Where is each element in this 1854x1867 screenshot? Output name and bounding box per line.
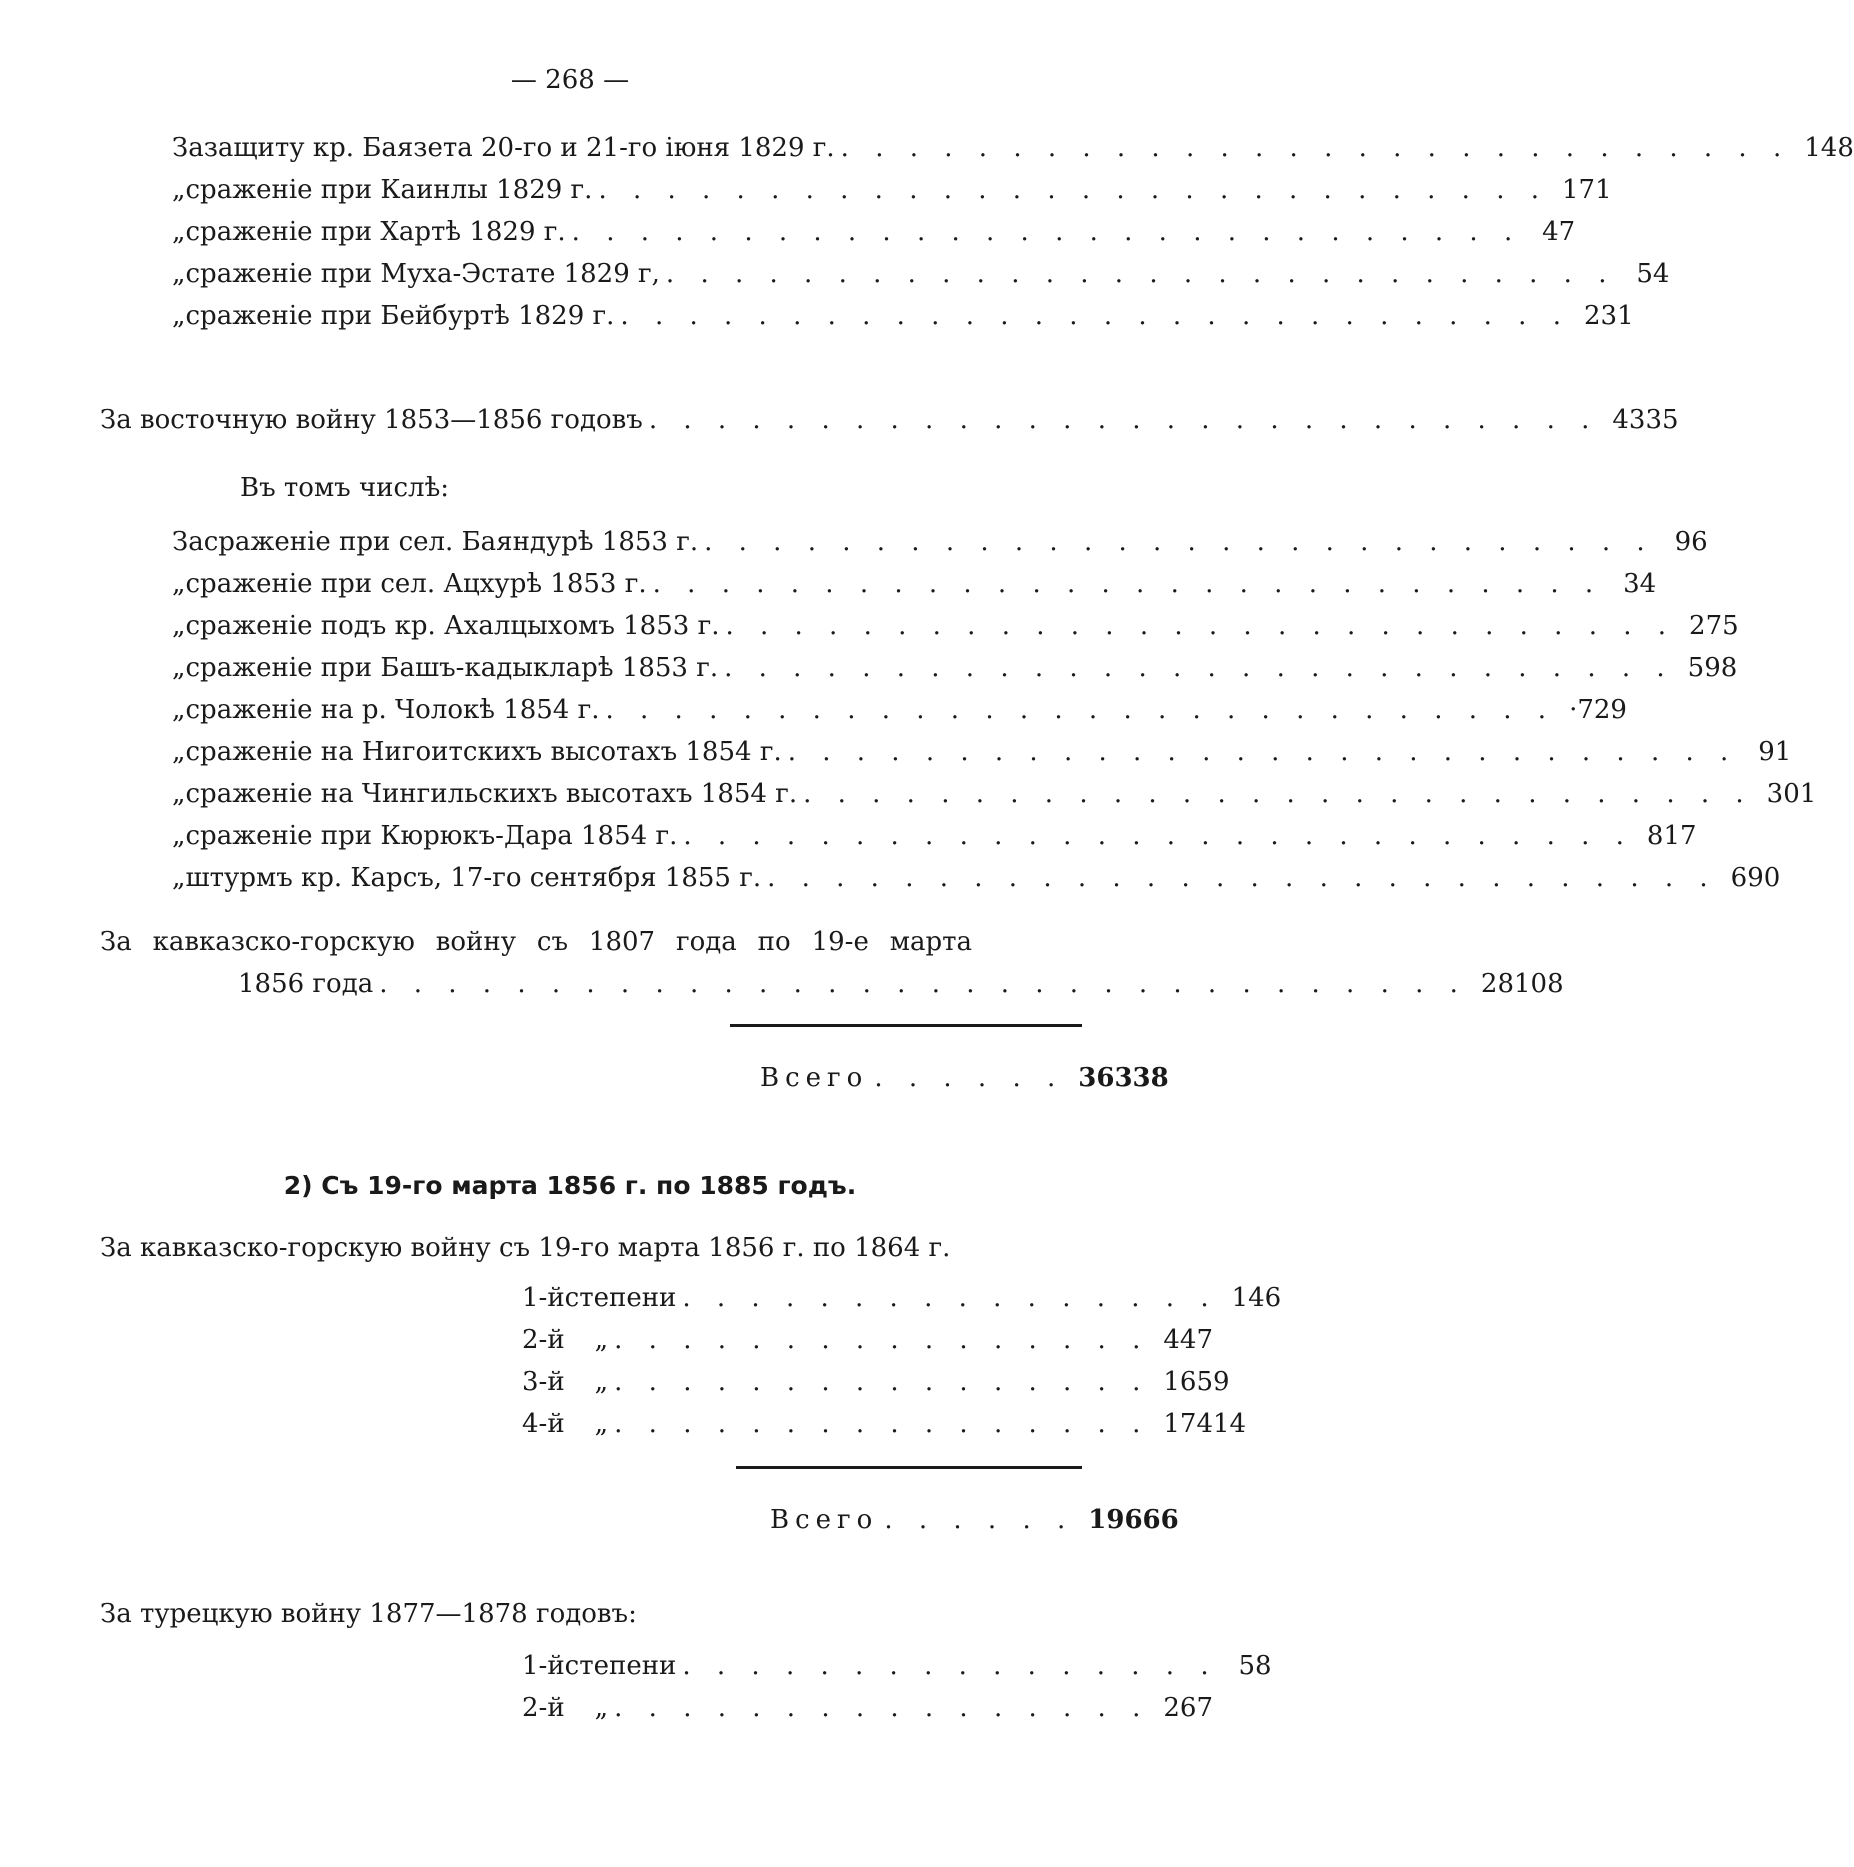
- item-value: ·729: [1569, 695, 1627, 725]
- item-label: сраженіе при Хартѣ 1829 г.: [185, 217, 566, 247]
- leader-dots: . . . . . .: [874, 1063, 1065, 1093]
- leader-dots: . . . . . . . . . . . . . . . . . . . . . . . . . . . .: [605, 695, 1556, 725]
- total-value: 19666: [1088, 1505, 1179, 1535]
- total-label: Всего: [770, 1505, 879, 1535]
- list-item: [172, 526, 1708, 558]
- eastern-war-value: 4335: [1612, 405, 1679, 435]
- item-value: 148: [1804, 133, 1854, 163]
- degree-word: степени: [564, 1651, 677, 1681]
- leader-dots: . . . . . . . . . . . . . . . .: [614, 1693, 1150, 1723]
- caucasian2-label: За кавказско-горскую войну съ 19-го марта 1856 г. по 1864 г.: [100, 1233, 951, 1263]
- leader-dots: . . . . . . . . . . . . . . . .: [682, 1283, 1218, 1313]
- degree-value: 146: [1231, 1283, 1282, 1313]
- ditto-mark: „: [172, 217, 186, 247]
- list-item: [172, 132, 1854, 164]
- item-value: 817: [1646, 821, 1697, 851]
- list-item: [172, 736, 1792, 768]
- item-label: сраженіе на р. Чолокѣ 1854 г.: [185, 695, 600, 725]
- degree-row: [522, 1692, 1213, 1724]
- ditto-mark: „: [172, 779, 186, 809]
- item-value: 690: [1730, 863, 1781, 893]
- item-value: 598: [1687, 653, 1738, 683]
- list-item: [172, 258, 1670, 290]
- degree-label: 3-й: [522, 1367, 565, 1397]
- leader-dots: . . . . . . . . . . . . . . . .: [614, 1325, 1150, 1355]
- degree-row: [522, 1324, 1213, 1356]
- leader-dots: . . . . . . . . . . . . . . . . . . . . . . . . . . . . . . . .: [379, 969, 1467, 999]
- item-value: 275: [1689, 611, 1739, 641]
- caucasian-war-row: [238, 968, 1564, 1000]
- leader-dots: . . . . . . . . . . . . . . . . . . . . . . . . . . . .: [787, 737, 1738, 767]
- leader-dots: . . . . . . . . . . . . . . . . . . . . . . . . . . . .: [648, 405, 1599, 435]
- item-prefix: За: [172, 527, 204, 557]
- item-label: сраженіе при Муха-Эстате 1829 г,: [185, 259, 660, 289]
- degree-word: степени: [564, 1283, 677, 1313]
- ditto-mark: „: [172, 611, 186, 641]
- including-label: Въ томъ числѣ:: [240, 473, 450, 503]
- list-item: [172, 300, 1634, 332]
- degree-value: 447: [1163, 1325, 1213, 1355]
- ditto-mark: „: [594, 1325, 609, 1355]
- item-label: сраженіе при сел. Ацхурѣ 1853 г.: [185, 569, 647, 599]
- list-item: [172, 694, 1627, 726]
- leader-dots: . . . . . . . . . . . . . . . .: [682, 1651, 1218, 1681]
- turkish-war-label: За турецкую войну 1877—1878 годовъ:: [100, 1599, 637, 1629]
- ditto-mark: „: [172, 175, 186, 205]
- ditto-mark: „: [172, 821, 186, 851]
- item-value: 171: [1562, 175, 1612, 205]
- degree-label: 1-й: [522, 1283, 565, 1313]
- leader-dots: . . . . . . . . . . . . . . . . . . . . . . . . . . . .: [665, 259, 1616, 289]
- leader-dots: . . . . . . . . . . . . . . . . . . . . . . . . . . . .: [598, 175, 1548, 205]
- item-label: сраженіе при Башъ-кадыкларѣ 1853 г.: [185, 653, 719, 683]
- degree-label: 1-й: [522, 1651, 565, 1681]
- leader-dots: . . . . . .: [884, 1505, 1075, 1535]
- item-label: сраженіе при Кюрюкъ-Дара 1854 г.: [185, 821, 678, 851]
- list-item: [172, 216, 1576, 248]
- leader-dots: . . . . . . . . . . . . . . . .: [614, 1409, 1150, 1439]
- item-label: сраженіе при Каинлы 1829 г.: [185, 175, 593, 205]
- leader-dots: . . . . . . . . . . . . . . . . . . . . . . . . . . . .: [652, 569, 1603, 599]
- item-value: 47: [1542, 217, 1576, 247]
- ditto-mark: „: [172, 737, 186, 767]
- leader-dots: . . . . . . . . . . . . . . . . . . . . . . . . . . . .: [620, 301, 1570, 331]
- caucasian-war-label-line2: 1856 года: [238, 969, 374, 999]
- item-prefix: За: [172, 133, 204, 163]
- eastern-war-label: За восточную войну 1853—1856 годовъ: [100, 405, 643, 435]
- list-item: [172, 610, 1739, 642]
- leader-dots: . . . . . . . . . . . . . . . . . . . . . . . . . . . .: [683, 821, 1633, 851]
- list-item: [172, 778, 1817, 810]
- degree-label: 2-й: [522, 1693, 565, 1723]
- total-label: Всего: [760, 1063, 869, 1093]
- total-row: [760, 1062, 1169, 1094]
- item-label: сраженіе подъ кр. Ахалцыхомъ 1853 г.: [185, 611, 720, 641]
- degree-value: 267: [1163, 1693, 1213, 1723]
- ditto-mark: „: [172, 569, 186, 599]
- leader-dots: . . . . . . . . . . . . . . . . . . . . . . . . . . . .: [803, 779, 1753, 809]
- item-label: сраженіе на Чингильскихъ высотахъ 1854 г.: [185, 779, 798, 809]
- leader-dots: . . . . . . . . . . . . . . . . . . . . . . . . . . . .: [704, 527, 1654, 557]
- total-row: [770, 1504, 1179, 1536]
- degree-value: 17414: [1163, 1409, 1247, 1439]
- item-label: защиту кр. Баязета 20-го и 21-го іюня 1829 г.: [203, 133, 835, 163]
- list-item: [172, 652, 1738, 684]
- leader-dots: . . . . . . . . . . . . . . . . . . . . . . . . . . . .: [571, 217, 1522, 247]
- total-value: 36338: [1078, 1063, 1169, 1093]
- page-number: — 268 —: [510, 65, 630, 95]
- item-value: 301: [1766, 779, 1817, 809]
- leader-dots: . . . . . . . . . . . . . . . . . . . . . . . . . . . .: [767, 863, 1717, 893]
- ditto-mark: „: [172, 863, 186, 893]
- ditto-mark: „: [594, 1367, 609, 1397]
- item-value: 34: [1623, 569, 1657, 599]
- degree-label: 2-й: [522, 1325, 565, 1355]
- item-label: сраженіе при сел. Баяндурѣ 1853 г.: [203, 527, 699, 557]
- degree-row: [522, 1282, 1282, 1314]
- item-value: 231: [1583, 301, 1634, 331]
- item-label: сраженіе при Бейбуртѣ 1829 г.: [185, 301, 615, 331]
- section-heading: 2) Съ 19-го марта 1856 г. по 1885 годъ.: [283, 1171, 857, 1200]
- list-item: [172, 568, 1657, 600]
- item-label: сраженіе на Нигоитскихъ высотахъ 1854 г.: [185, 737, 782, 767]
- sum-rule: [736, 1466, 1082, 1469]
- degree-row: [522, 1650, 1272, 1682]
- list-item: [172, 820, 1697, 852]
- eastern-war-row: [100, 404, 1679, 436]
- degree-value: 58: [1238, 1651, 1272, 1681]
- degree-label: 4-й: [522, 1409, 565, 1439]
- degree-row: [522, 1366, 1230, 1398]
- list-item: [172, 862, 1781, 894]
- ditto-mark: „: [172, 695, 186, 725]
- item-value: 54: [1636, 259, 1670, 289]
- leader-dots: . . . . . . . . . . . . . . . . . . . . . . . . . . . .: [840, 133, 1791, 163]
- caucasian-war-value: 28108: [1480, 969, 1564, 999]
- caucasian-war-label-line1: За кавказско-горскую войну съ 1807 года по 19-е марта: [100, 927, 972, 957]
- sum-rule: [730, 1024, 1082, 1027]
- item-label: штурмъ кр. Карсъ, 17-го сентября 1855 г.: [185, 863, 762, 893]
- leader-dots: . . . . . . . . . . . . . . . . . . . . . . . . . . . .: [725, 611, 1676, 641]
- ditto-mark: „: [172, 653, 186, 683]
- degree-row: [522, 1408, 1247, 1440]
- degree-value: 1659: [1163, 1367, 1230, 1397]
- item-value: 96: [1674, 527, 1708, 557]
- ditto-mark: „: [594, 1693, 609, 1723]
- item-value: 91: [1758, 737, 1792, 767]
- leader-dots: . . . . . . . . . . . . . . . . . . . . . . . . . . . .: [724, 653, 1674, 683]
- ditto-mark: „: [172, 259, 186, 289]
- leader-dots: . . . . . . . . . . . . . . . .: [614, 1367, 1150, 1397]
- list-item: [172, 174, 1612, 206]
- ditto-mark: „: [172, 301, 186, 331]
- ditto-mark: „: [594, 1409, 609, 1439]
